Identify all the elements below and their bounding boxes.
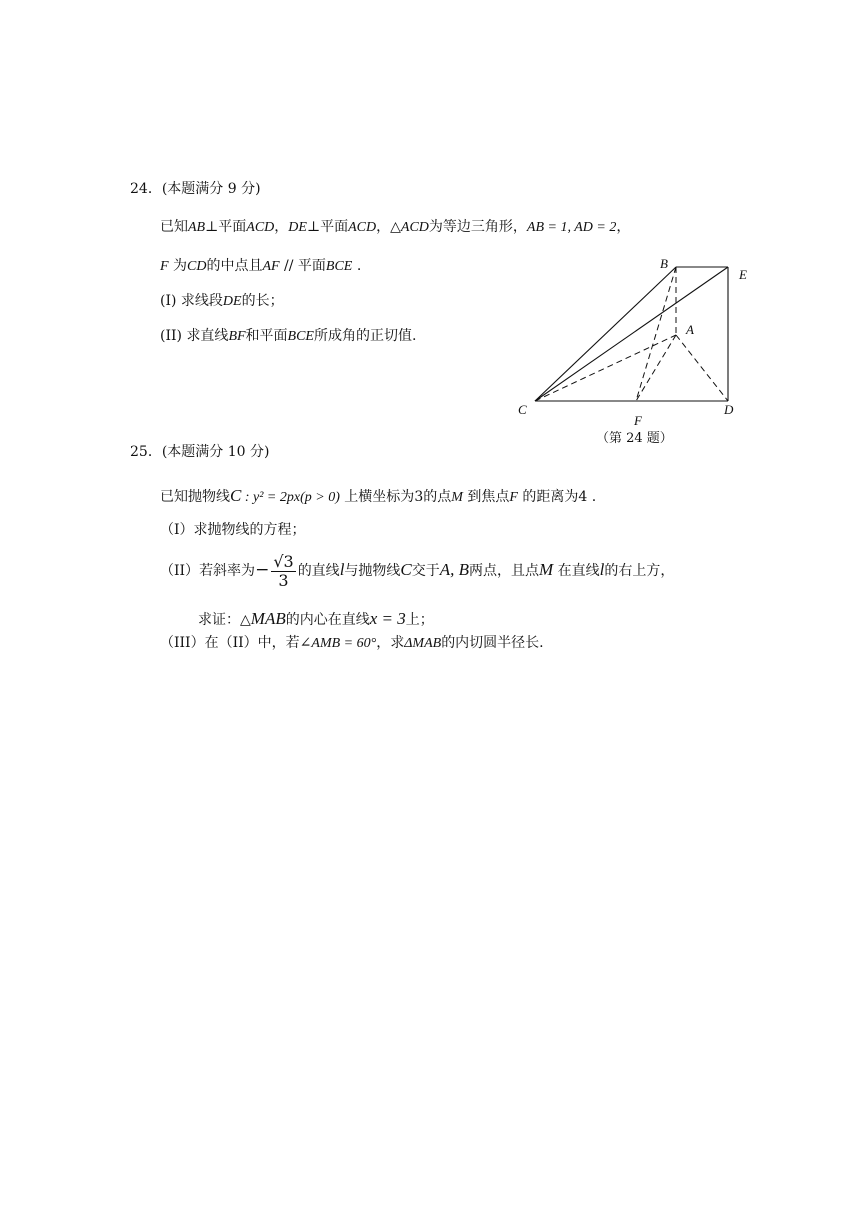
label-F: F xyxy=(634,413,642,428)
q24-given-line1: 已知AB⊥平面ACD，DE⊥平面ACD，△ACD为等边三角形，AB = 1, AD = 2， xyxy=(160,219,631,235)
edge-AD xyxy=(676,335,728,401)
edge-CB xyxy=(535,267,676,401)
q24-part1: (I) 求线段DE的长； xyxy=(160,293,284,309)
label-B: B xyxy=(660,256,668,271)
edge-CE xyxy=(535,267,728,401)
edge-CA xyxy=(535,335,676,401)
label-D: D xyxy=(724,402,734,417)
q25-part2-proof: 求证：△MAB的内心在直线x = 3上； xyxy=(198,609,434,628)
q25-given: 已知抛物线C : y² = 2px(p > 0) 上横坐标为3的点M 到焦点F 的距离为4 . xyxy=(160,486,597,505)
q24-heading: 24．(本题满分 9 分) xyxy=(130,181,261,197)
q25-part2: （II）若斜率为− $\frac{√3}{3}$ 的直线l与抛物线C交于A, B两点，且点M 在直线l的右上方， xyxy=(160,551,675,590)
figure-caption: （第 24 题） xyxy=(596,431,673,446)
q24-given-line2: F 为CD的中点且AF // 平面BCE . xyxy=(160,258,362,274)
q25-part3: （III）在（II）中，若∠AMB = 60°，求ΔMAB的内切圆半径长. xyxy=(160,635,544,651)
q24-figure xyxy=(510,255,760,450)
slope-fraction: $\frac{√3}{3}$ xyxy=(273,551,294,590)
q24-part2: (II) 求直线BF和平面BCE所成角的正切值. xyxy=(160,328,417,344)
label-C: C xyxy=(518,402,527,417)
edge-BF xyxy=(636,267,676,401)
label-E: E xyxy=(739,267,747,282)
label-A: A xyxy=(686,322,694,337)
q25-part1: （I）求抛物线的方程； xyxy=(160,522,306,538)
q25-heading: 25．(本题满分 10 分) xyxy=(130,444,270,460)
